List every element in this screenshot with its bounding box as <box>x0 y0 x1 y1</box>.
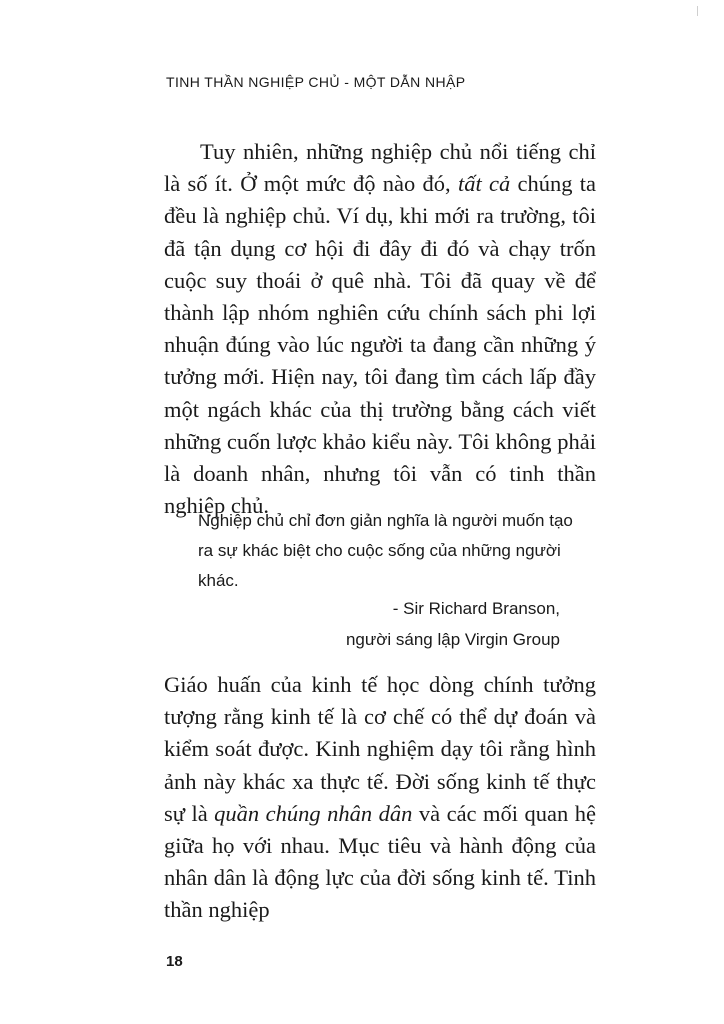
quote-author: - Sir Richard Branson, <box>392 599 560 618</box>
epigraph-quote <box>198 506 574 596</box>
quote-text: Nghiệp chủ chỉ đơn giản nghĩa là người muốn tạo ra sự khác biệt cho cuộc sống của những người khác. <box>198 511 573 590</box>
paragraph-2 <box>164 669 596 927</box>
paragraph-2-text-a: Giáo huấn của kinh tế học dòng chính tưởng tượng rằng kinh tế là cơ chế có thể dự đoán và kiểm soát được. Kinh nghiệm dạy tôi rằng hình ảnh này khác xa thực tế. Đời sống kinh tế thực sự là <box>164 672 596 826</box>
page-number: 18 <box>166 953 183 970</box>
paragraph-2-emphasis: quần chúng nhân dân <box>214 800 413 826</box>
paragraph-2-text-b: và các mối quan hệ giữa họ với nhau. Mục tiêu và hành động của nhân dân là động lực của đời sống kinh tế. Tinh thần nghiệp <box>164 800 596 923</box>
paragraph-1-text-b: chúng ta đều là nghiệp chủ. Ví dụ, khi mới ra trường, tôi đã tận dụng cơ hội đi đây đi đó và chạy trốn cuộc suy thoái ở quê nhà. Tôi đã quay về để thành lập nhóm nghiên cứu chính sách phi lợi nhuận đúng vào lúc người ta đang cần những ý tưởng mới. Hiện nay, tôi đang tìm cách lấp đầy một ngách khác của thị trường bằng cách viết những cuốn lược khảo kiểu này. Tôi không phải là doanh nhân, nhưng tôi vẫn có tinh thần nghiệp chủ. <box>164 171 597 519</box>
paragraph-1 <box>164 136 596 522</box>
quote-author-role: người sáng lập Virgin Group <box>345 630 560 649</box>
paragraph-1-emphasis: tất cả <box>457 171 511 197</box>
quote-attribution <box>334 593 560 655</box>
running-header: TINH THẦN NGHIỆP CHỦ - MỘT DẪN NHẬP <box>166 74 466 90</box>
page-edge-mark <box>697 6 698 16</box>
paragraph-1-text-a: Tuy nhiên, những nghiệp chủ nổi tiếng chỉ là số ít. Ở một mức độ nào đó, <box>164 139 596 197</box>
